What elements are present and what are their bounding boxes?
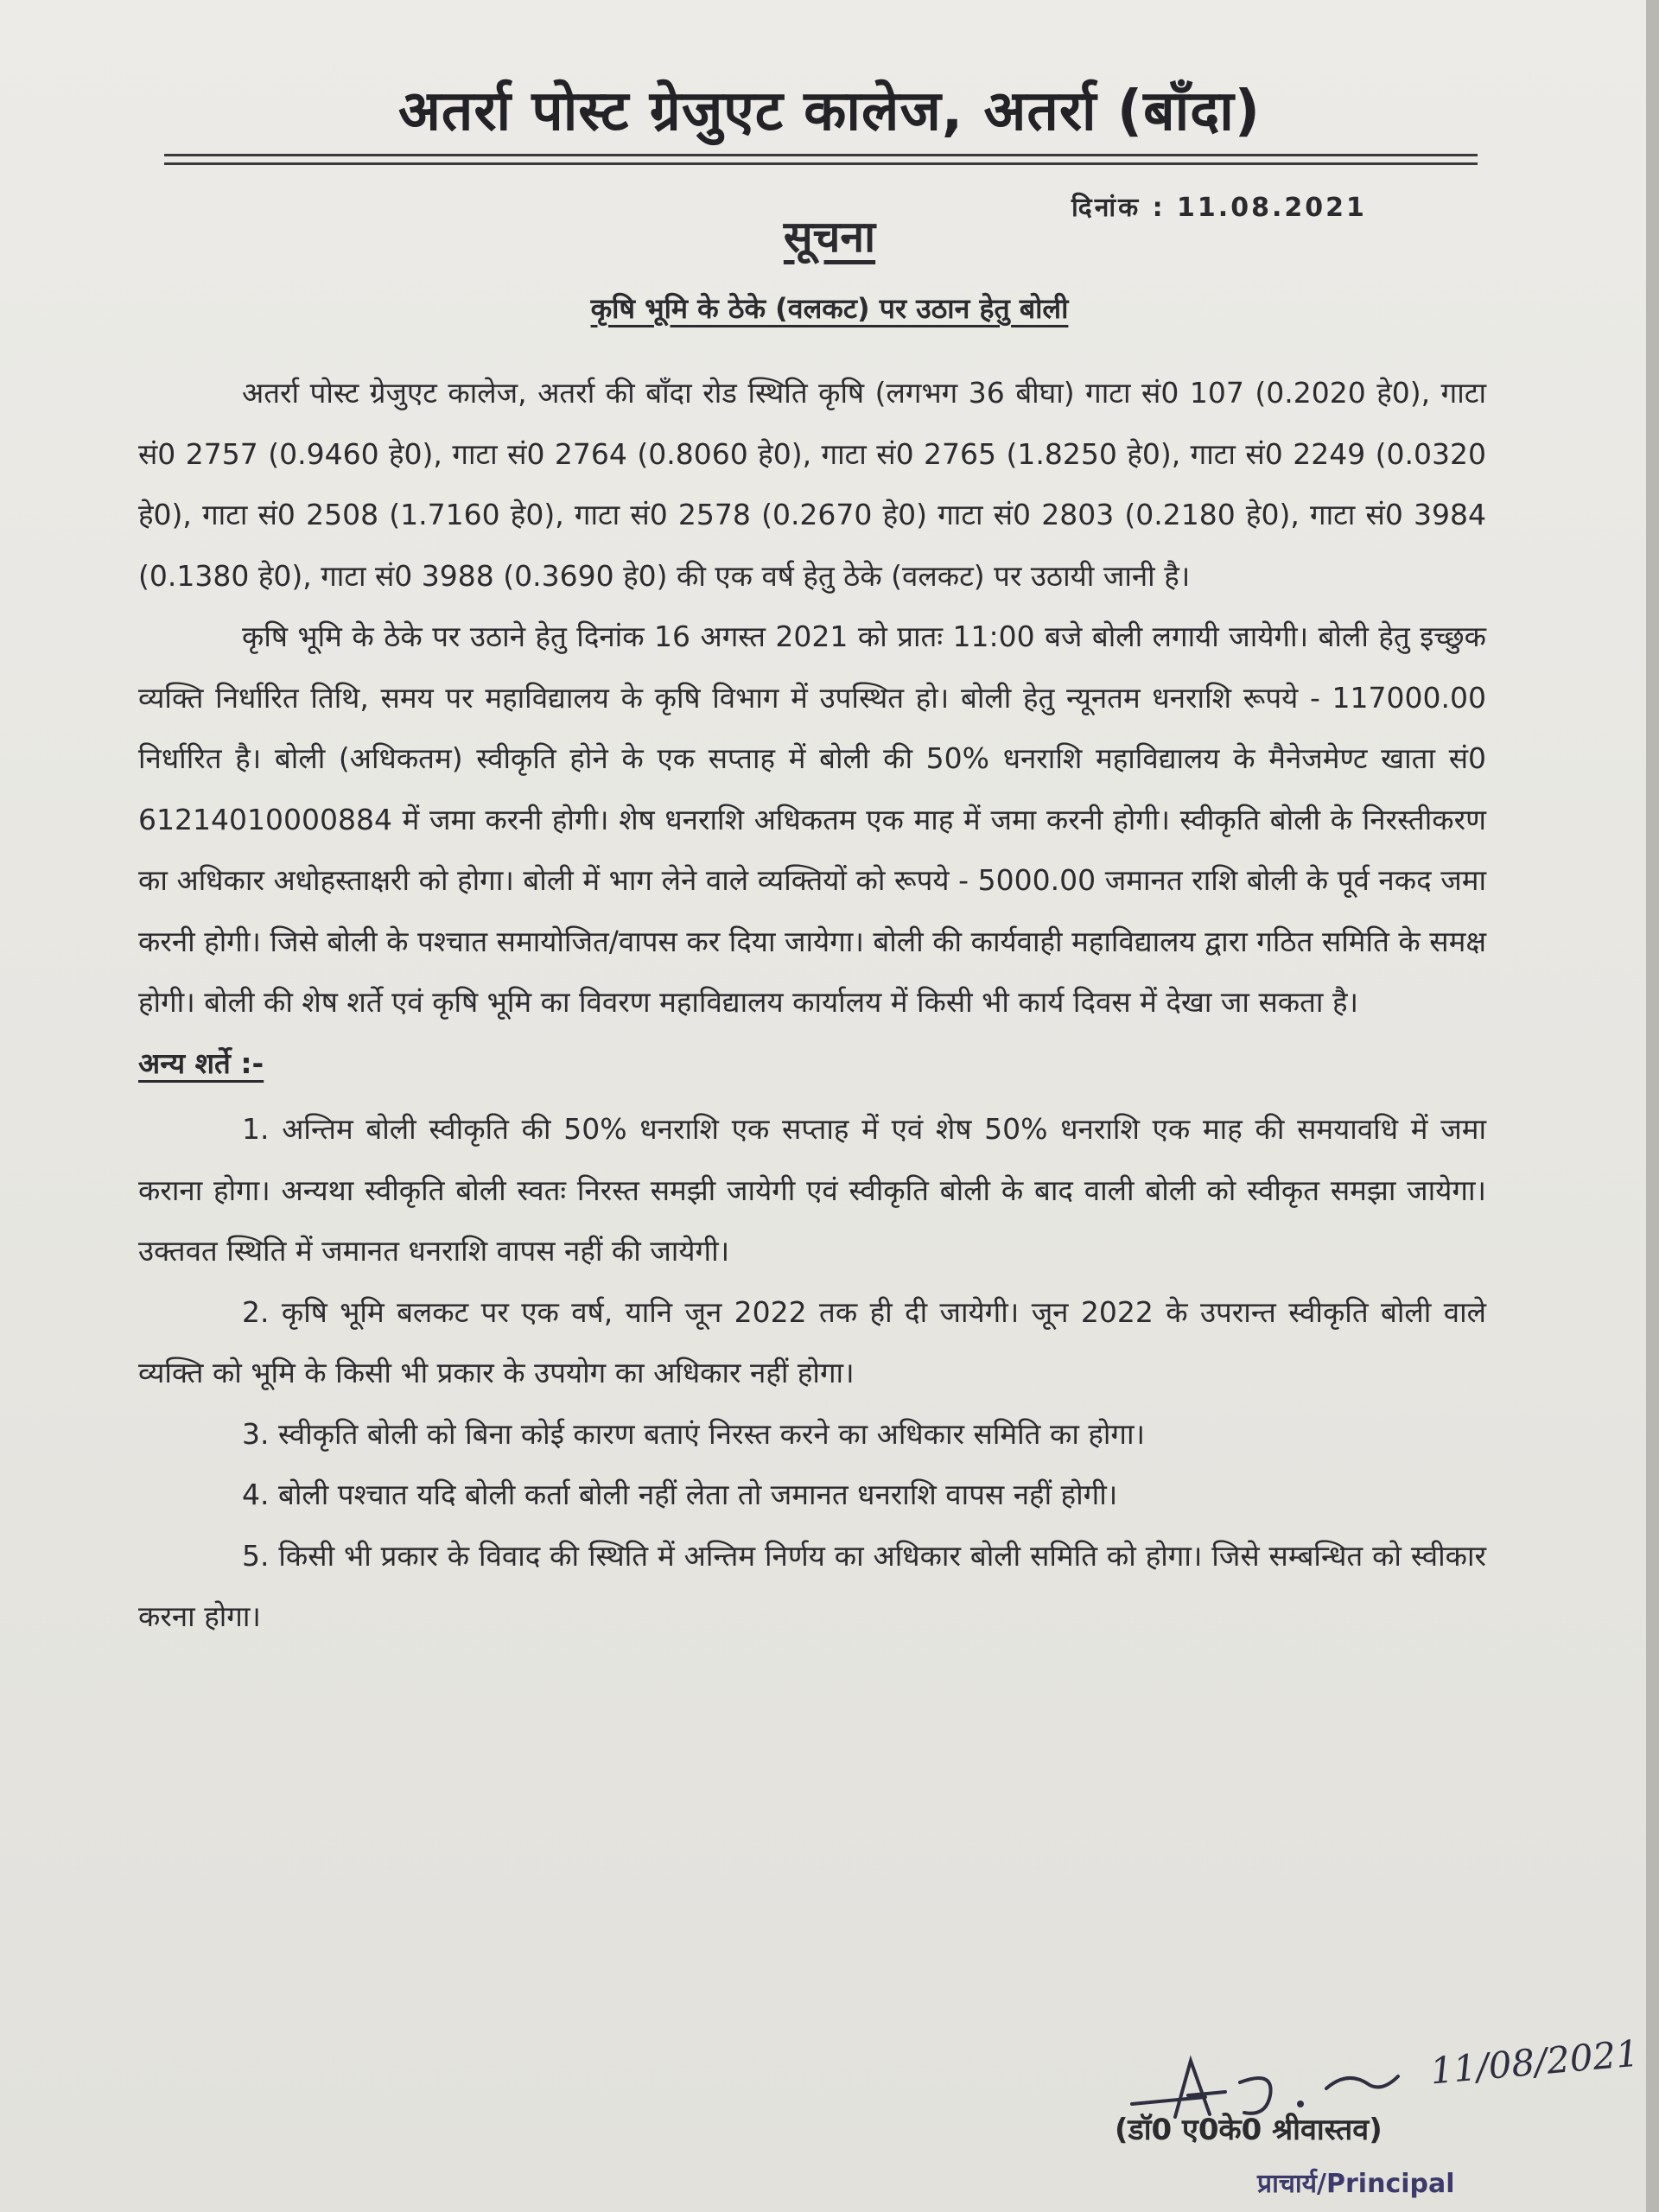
condition-item: 4. बोली पश्चात यदि बोली कर्ता बोली नहीं लेता तो जमानत धनराशि वापस नहीं होगी।	[242, 1478, 1118, 1511]
condition-item: 5. किसी भी प्रकार के विवाद की स्थिति में अन्तिम निर्णय का अधिकार बोली समिति को होगा। जिसे सम्बन्धित को स्वीकार करना होगा।	[138, 1538, 1486, 1633]
signatory-designation-stamp: प्राचार्य/Principal	[1257, 2169, 1455, 2199]
paragraph-auction-details: कृषि भूमि के ठेके पर उठाने हेतु दिनांक 16 अगस्त 2021 को प्रातः 11:00 बजे बोली लगायी जायेगी। बोली हेतु इच्छुक व्यक्ति निर्धारित तिथि, समय पर महाविद्यालय के कृषि विभाग में उपस्थित हो। बोली हेतु न्यूनतम धनराशि रूपये - 117000.00 निर्धारित है। बोली (अधिकतम) स्वीकृति होने के एक सप्ताह में बोली की 50% धनराशि महाविद्यालय के मैनेजमेण्ट खाता सं0 61214010000884 में जमा करनी होगी। शेष धनराशि अधिकतम एक माह में जमा करनी होगी। स्वीकृति बोली के निरस्तीकरण का अधिकार अधोहस्ताक्षरी को होगा। बोली में भाग लेने वाले व्यक्तियों को रूपये - 5000.00 जमानत राशि बोली के पूर्व नकद जमा करनी होगी। जिसे बोली के पश्चात समायोजित/वापस कर दिया जायेगा। बोली की कार्यवाही महाविद्यालय द्वारा गठित समिति के समक्ष होगी। बोली की शेष शर्ते एवं कृषि भूमि का विवरण महाविद्यालय कार्यालय में किसी भी कार्य दिवस में देखा जा सकता है।	[138, 620, 1486, 1019]
handwritten-date: 11/08/2021	[1428, 2031, 1641, 2093]
condition-item: 1. अन्तिम बोली स्वीकृति की 50% धनराशि एक सप्ताह में एवं शेष 50% धनराशि एक माह की समयावधि में जमा कराना होगा। अन्यथा स्वीकृति बोली स्वतः निरस्त समझी जायेगी एवं स्वीकृति बोली के बाद वाली बोली को स्वीकृत समझा जायेगा। उक्तवत स्थिति में जमानत धनराशि वापस नहीं की जायेगी।	[138, 1112, 1486, 1268]
conditions-heading: अन्य शर्ते :-	[138, 1046, 264, 1080]
condition-item: 3. स्वीकृति बोली को बिना कोई कारण बताएं निरस्त करने का अधिकार समिति का होगा।	[242, 1416, 1146, 1451]
conditions-list	[138, 1099, 1486, 1648]
notice-subject: कृषि भूमि के ठेके (वलकट) पर उठान हेतु बोली	[590, 292, 1069, 325]
condition-item: 2. कृषि भूमि बलकट पर एक वर्ष, यानि जून 2022 तक ही दी जायेगी। जून 2022 के उपरान्त स्वीकृति बोली वाले व्यक्ति को भूमि के किसी भी प्रकार के उपयोग का अधिकार नहीं होगा।	[138, 1294, 1486, 1389]
paragraph-land-details: अतर्रा पोस्ट ग्रेजुएट कालेज, अतर्रा की बाँदा रोड स्थिति कृषि (लगभग 36 बीघा) गाटा सं0 107 (0.2020 हे0), गाटा सं0 2757 (0.9460 हे0), गाटा सं0 2764 (0.8060 हे0), गाटा सं0 2765 (1.8250 हे0), गाटा सं0 2249 (0.0320 हे0), गाटा सं0 2508 (1.7160 हे0), गाटा सं0 2578 (0.2670 हे0) गाटा सं0 2803 (0.2180 हे0), गाटा सं0 3984 (0.1380 हे0), गाटा सं0 3988 (0.3690 हे0) की एक वर्ष हेतु ठेके (वलकट) पर उठायी जानी है।	[138, 376, 1486, 593]
notice-date: दिनांक : 11.08.2021	[1071, 193, 1367, 223]
paper-edge	[1646, 0, 1659, 2212]
college-name: अतर्रा पोस्ट ग्रेजुएट कालेज, अतर्रा (बाँदा)	[397, 79, 1262, 143]
title-rule-top	[164, 154, 1478, 156]
signatory-name: (डॉ0 ए0के0 श्रीवास्तव)	[1115, 2113, 1382, 2147]
title-rule-bottom	[164, 162, 1478, 165]
notice-title: सूचना	[783, 212, 876, 262]
notice-body	[138, 363, 1486, 1648]
